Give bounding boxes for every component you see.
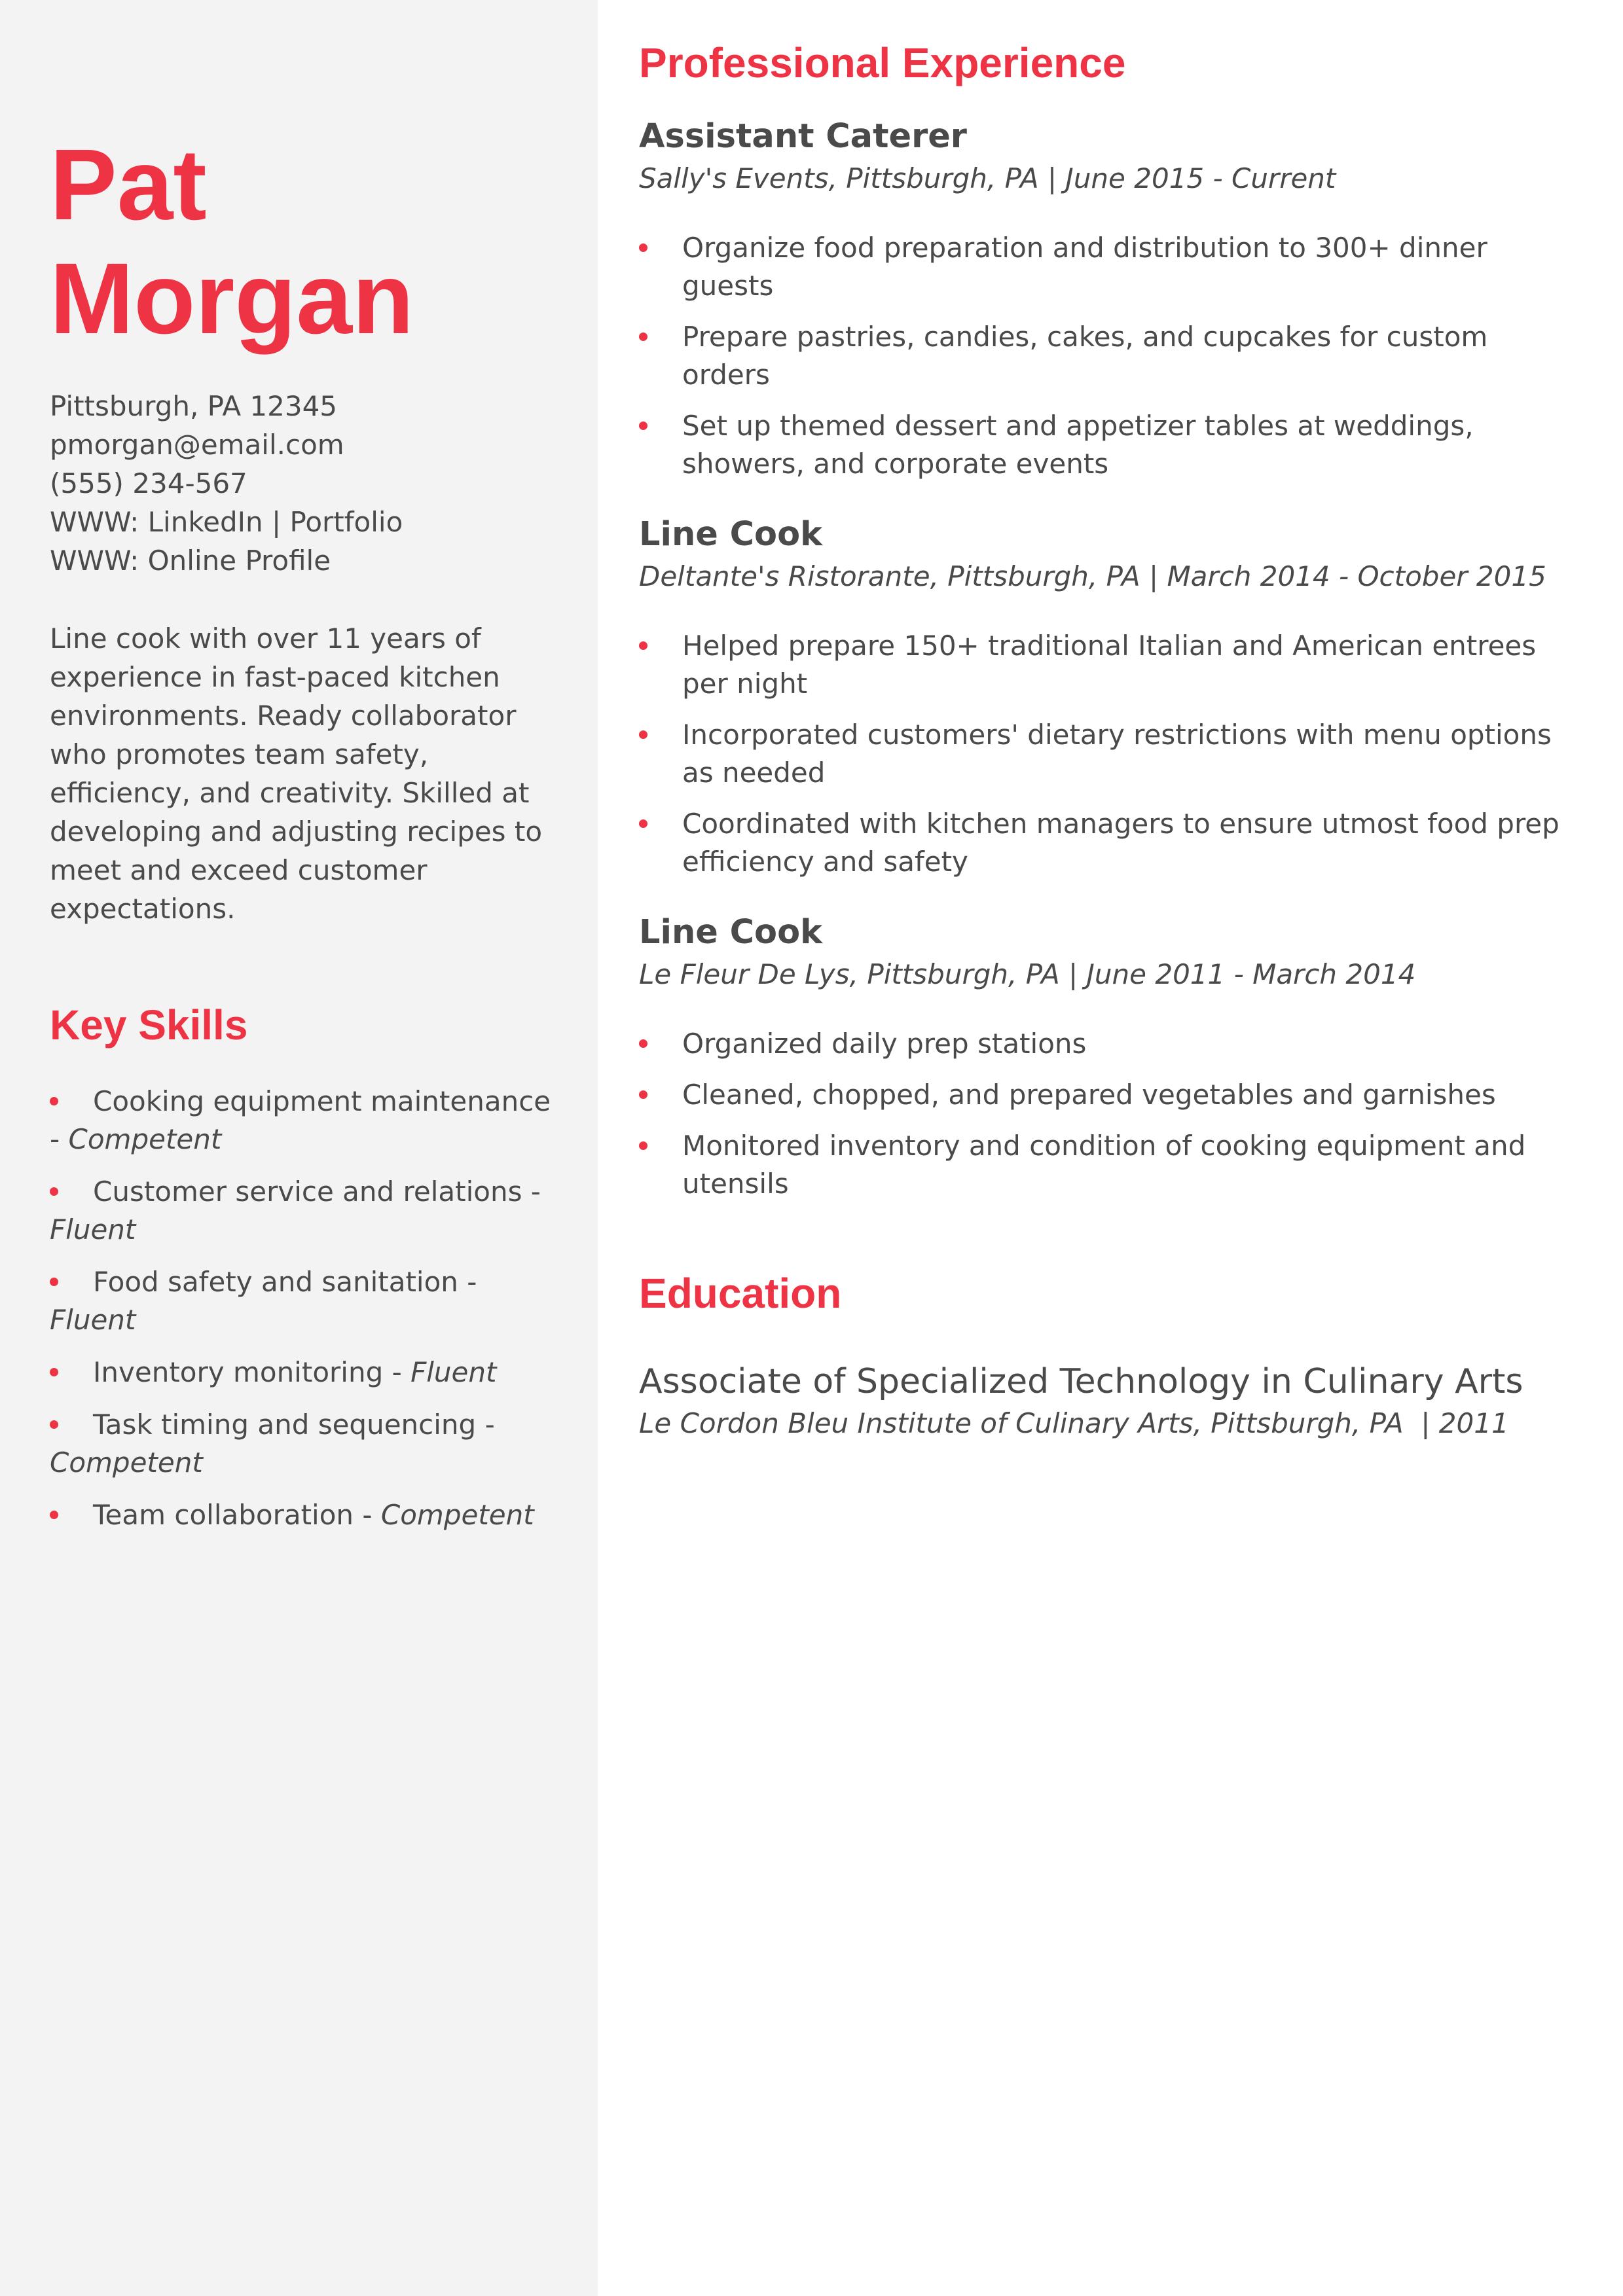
skill-separator: - <box>458 1266 477 1298</box>
skill-level: Competent <box>50 1446 203 1479</box>
job-bullets <box>639 627 1582 881</box>
skill-separator: - <box>476 1408 495 1441</box>
address: Pittsburgh, PA 12345 <box>50 390 338 422</box>
job-bullet: Organized daily prep stations <box>639 1025 1582 1063</box>
skill-item <box>50 1173 567 1249</box>
skill-item <box>50 1496 567 1534</box>
skill-name: Task timing and sequencing <box>93 1408 477 1441</box>
education-heading: Education <box>639 1270 842 1317</box>
web-links-primary[interactable]: WWW: LinkedIn | Portfolio <box>50 506 403 538</box>
skill-name: Cooking equipment maintenance <box>93 1085 551 1117</box>
job-title: Line Cook <box>639 913 823 952</box>
skill-item <box>50 1354 567 1391</box>
skill-level: Fluent <box>50 1304 136 1336</box>
degree: Associate of Specialized Technology in Culinary Arts <box>639 1362 1523 1401</box>
school: Le Cordon Bleu Institute of Culinary Arts, Pittsburgh, PA | 2011 <box>639 1407 1509 1439</box>
candidate-name <box>50 128 567 355</box>
contact-info <box>50 387 567 580</box>
job-bullet: Set up themed dessert and appetizer tables at weddings, showers, and corporate events <box>639 407 1582 483</box>
sidebar <box>0 0 598 2296</box>
job-entry <box>639 512 1582 881</box>
skills-list <box>50 1083 567 1534</box>
job-meta: Deltante's Ristorante, Pittsburgh, PA | March 2014 - October 2015 <box>639 560 1546 592</box>
job-entry <box>639 114 1582 483</box>
job-bullets <box>639 1025 1582 1203</box>
skill-level: Fluent <box>410 1356 497 1388</box>
skill-name: Team collaboration <box>93 1499 354 1531</box>
main-content <box>639 37 1582 1443</box>
skill-separator: - <box>354 1499 381 1531</box>
experience-heading: Professional Experience <box>639 39 1126 86</box>
professional-summary: Line cook with over 11 years of experience in fast-paced kitchen environments. Ready collaborator who promotes team safety, efficiency, and creativity. Skilled at developing and adjusting recipes to meet and exceed customer expectations. <box>50 622 543 925</box>
job-bullet: Prepare pastries, candies, cakes, and cupcakes for custom orders <box>639 318 1582 394</box>
job-meta: Le Fleur De Lys, Pittsburgh, PA | June 2011 - March 2014 <box>639 958 1416 990</box>
job-meta: Sally's Events, Pittsburgh, PA | June 2015 - Current <box>639 162 1336 194</box>
job-bullet: Organize food preparation and distribution to 300+ dinner guests <box>639 229 1582 305</box>
sidebar-content <box>50 128 567 1549</box>
phone: (555) 234-567 <box>50 467 247 499</box>
skill-separator: - <box>383 1356 411 1388</box>
job-bullet: Coordinated with kitchen managers to ensure utmost food prep efficiency and safety <box>639 805 1582 881</box>
job-entry <box>639 910 1582 1203</box>
skill-separator: - <box>50 1123 69 1155</box>
skill-name: Inventory monitoring <box>93 1356 384 1388</box>
first-name: Pat <box>50 128 207 241</box>
skill-level: Fluent <box>50 1213 136 1246</box>
job-bullet: Monitored inventory and condition of cooking equipment and utensils <box>639 1127 1582 1203</box>
skill-item <box>50 1406 567 1482</box>
skill-level: Competent <box>68 1123 222 1155</box>
skill-name: Customer service and relations <box>93 1175 522 1208</box>
last-name: Morgan <box>50 242 414 355</box>
skill-item <box>50 1263 567 1339</box>
skill-item <box>50 1083 567 1158</box>
email[interactable]: pmorgan@email.com <box>50 429 344 461</box>
skill-separator: - <box>522 1175 541 1208</box>
job-bullet: Cleaned, chopped, and prepared vegetables and garnishes <box>639 1076 1582 1114</box>
skill-level: Competent <box>380 1499 534 1531</box>
skill-name: Food safety and sanitation <box>93 1266 458 1298</box>
job-bullet: Helped prepare 150+ traditional Italian and American entrees per night <box>639 627 1582 703</box>
web-links-secondary[interactable]: WWW: Online Profile <box>50 545 331 577</box>
job-bullets <box>639 229 1582 483</box>
job-title: Assistant Caterer <box>639 117 967 156</box>
skills-heading: Key Skills <box>50 1001 248 1049</box>
job-bullet: Incorporated customers' dietary restrictions with menu options as needed <box>639 716 1582 792</box>
job-title: Line Cook <box>639 515 823 554</box>
